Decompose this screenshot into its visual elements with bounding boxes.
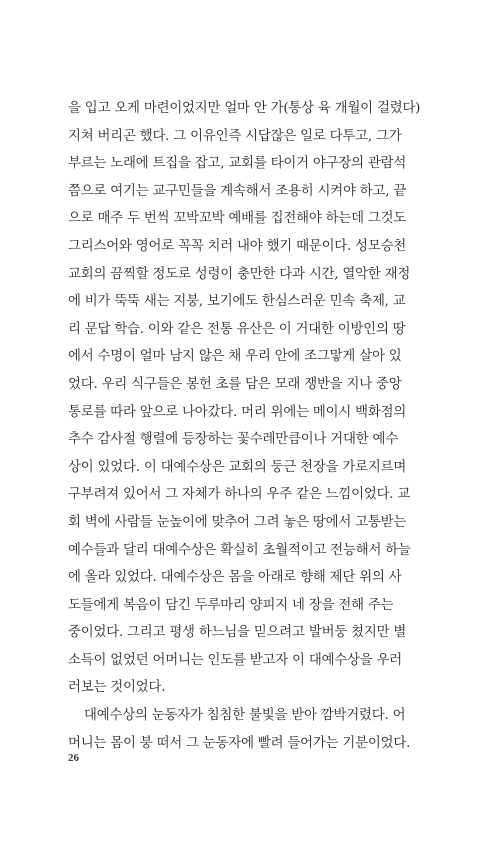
text-line: 쯤으로 여기는 교구민들을 계속해서 조용히 시켜야 하고, 끝 — [68, 183, 407, 199]
text-line: 예수들과 달리 대예수상은 확실히 초월적이고 전능해서 하늘 — [68, 542, 411, 558]
text-line: 소득이 없었던 어머니는 인도를 받고자 이 대예수상을 우러 — [68, 652, 403, 668]
paragraph-first-line: 대예수상의 눈동자가 침침한 불빛을 받아 깜박거렸다. 어 — [84, 708, 406, 724]
text-line: 에 비가 뚝뚝 새는 지붕, 보기에도 한심스러운 민속 축제, 교 — [68, 294, 406, 310]
text-line: 을 입고 오게 마련이었지만 얼마 안 가(통상 육 개월이 걸렸다) — [68, 101, 421, 116]
body-text — [68, 95, 424, 757]
text-line: 에서 수명이 얼마 남지 않은 채 우리 안에 조그맣게 살아 있 — [68, 349, 402, 365]
page-number: 26 — [68, 752, 79, 764]
text-line: 추수 감사절 행렬에 등장하는 꽃수레만큼이나 거대한 예수 — [68, 432, 398, 448]
text-line: 부르는 노래에 트집을 잡고, 교회를 타이거 야구장의 관람석 — [68, 156, 407, 172]
text-line: 러보는 것이었다. — [68, 680, 166, 696]
text-line: 통로를 따라 앞으로 나아갔다. 머리 위에는 메이시 백화점의 — [68, 404, 407, 420]
text-line: 으로 매주 두 번씩 꼬박꼬박 예배를 집전해야 하는데 그것도 — [68, 211, 407, 227]
text-line: 도들에게 복음이 담긴 두루마리 양피지 네 장을 전해 주는 — [68, 597, 394, 613]
text-line: 었다. 우리 식구들은 봉헌 초를 담은 모래 쟁반을 지나 중앙 — [68, 376, 402, 392]
text-line: 그리스어와 영어로 꼭꼭 치러 내야 했기 때문이다. 성모승천 — [68, 238, 407, 254]
text-line: 에 올라 있었다. 대예수상은 몸을 아래로 향해 제단 위의 사 — [68, 570, 402, 586]
text-line: 상이 있었다. 이 대예수상은 교회의 둥근 천장을 가로지르며 — [68, 459, 407, 475]
text-line: 중이었다. 그리고 평생 하느님을 믿으려고 발버둥 쳤지만 별 — [68, 625, 407, 641]
text-line: 지쳐 버리곤 했다. 그 이유인즉 시답잖은 일로 다투고, 그가 — [68, 128, 402, 144]
text-line: 회 벽에 사람들 눈높이에 맞추어 그려 놓은 땅에서 고통받는 — [68, 514, 407, 530]
text-line: 교회의 끔찍할 정도로 성령이 충만한 다과 시간, 열악한 재정 — [68, 266, 411, 282]
text-line: 리 문답 학습. 이와 같은 전통 유산은 이 거대한 이방인의 땅 — [68, 321, 406, 337]
text-line: 머니는 몸이 붕 떠서 그 눈동자에 빨려 들어가는 기분이었다. — [68, 735, 411, 751]
text-line: 구부려져 있어서 그 자체가 하나의 우주 같은 느낌이었다. 교 — [68, 487, 411, 503]
